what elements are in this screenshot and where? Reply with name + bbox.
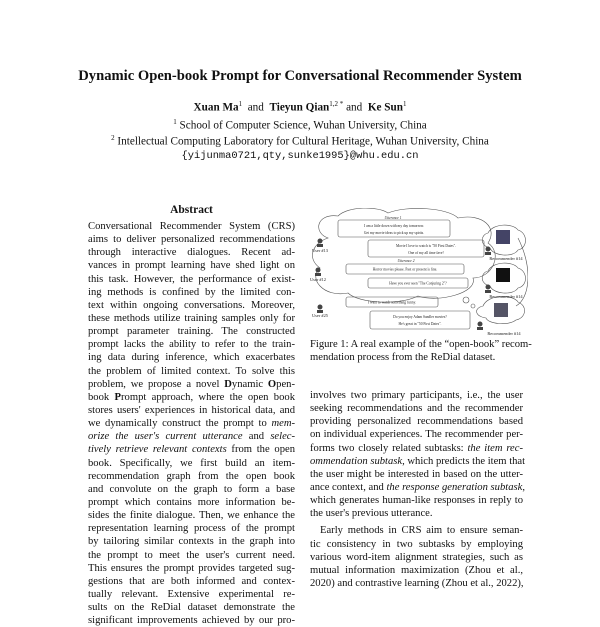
- text-line: involves two primary participants, i.e., the user: [310, 390, 523, 401]
- text-line: book. Specifically, we first build an item-: [88, 457, 295, 469]
- affil-text: School of Computer Science, Wuhan University, China: [179, 119, 427, 132]
- text-line: 2020) and contrastive learning (Zhou et al., 2022),: [310, 577, 524, 589]
- recommender-icon: [486, 247, 491, 252]
- affiliation-2: [0, 134, 600, 148]
- text-line: sides the finite dialogue. Then, we enhance the: [88, 510, 295, 522]
- movie-poster-image: [494, 303, 508, 317]
- text-line: ing methods is confined by the limited con-: [88, 286, 295, 298]
- user-icon: [317, 244, 323, 247]
- movie-poster-image: [496, 230, 510, 244]
- author-list: [0, 100, 600, 114]
- text-line: various word-item alignment strategies, such as: [310, 551, 523, 563]
- text-line: seeking recommendations and the recommender: [310, 403, 523, 415]
- text-line: book Prompt approach, where the open book: [88, 391, 295, 403]
- author-affil-mark: 1: [238, 100, 243, 108]
- affil-mark: 2: [111, 134, 115, 142]
- user-icon: [318, 239, 323, 244]
- text-line: tively retrieve relevant contexts from the open: [88, 444, 295, 456]
- recommender-utterance: Do you enjoy Adam Sandler movies?: [393, 315, 447, 319]
- thought-bubble: [463, 297, 469, 303]
- author-email: {yijunma0721,qty,sunke1995}@whu.edu.cn: [181, 150, 419, 162]
- utterance-label: Utterance 1: [384, 216, 402, 220]
- recommender-icon: [485, 290, 491, 293]
- author-sep: and: [346, 101, 363, 114]
- text-line: the user's previous utterance.: [310, 508, 433, 520]
- user-utterance: I want to watch something funny.: [367, 300, 417, 305]
- text-line: providing personalized recommendations based: [310, 416, 523, 428]
- figure-1: [308, 208, 528, 338]
- text-line: prompt parameter training. The constructed: [88, 326, 295, 338]
- text-line: forms two closely related subtasks: the item rec-: [310, 442, 523, 454]
- text-line: which generates human-like responses in reply to: [310, 495, 523, 507]
- recommender-utterance: He's great in "50 First Dates".: [398, 322, 442, 326]
- text-line: orize the user's current utterance and selec-: [88, 431, 296, 443]
- recommender-utterance: Movie I love to watch is "50 First Dates".: [396, 244, 456, 248]
- text-line: Conversational Recommender System (CRS): [88, 221, 295, 232]
- user-icon: [317, 310, 323, 313]
- text-line: This ensures the prompt provides targeted sug-: [88, 562, 295, 574]
- introduction-body: [310, 389, 526, 590]
- text-line: tually relevant. Extensive experimental re-: [88, 588, 295, 600]
- text-line: prompt which contains more information be-: [88, 496, 295, 508]
- author-name: Ke Sun: [367, 101, 403, 114]
- text-line: problem, we propose a novel Dynamic Open-: [88, 378, 295, 390]
- caption-line: Figure 1: A real example of the “open-book” recom-: [310, 339, 532, 350]
- text-line: prompt lacks the ability to refer to the train-: [88, 339, 295, 351]
- text-line: the user might be interested in based on the utter-: [310, 468, 523, 480]
- figure-caption: [310, 338, 532, 364]
- author-sep: and: [247, 101, 264, 114]
- author-name: Xuan Ma: [193, 101, 239, 114]
- recommender-icon: [477, 327, 483, 330]
- user-label: User #12: [310, 277, 326, 282]
- text-line: the problem of limited context. To solve this: [88, 365, 295, 377]
- text-line: text within ongoing conversations. Moreover,: [88, 299, 295, 311]
- movie-poster-image: [496, 268, 510, 282]
- user-icon: [316, 268, 321, 273]
- text-line: recommendation graph from the open book: [88, 470, 295, 482]
- text-line: vances in prompt learning have shed light on: [88, 260, 295, 272]
- text-line: sults on the ReDial dataset demonstrate the: [88, 602, 295, 614]
- recommender-label: Recommender #14: [489, 256, 523, 261]
- text-line: ance context, and the response generation subtask,: [310, 481, 525, 493]
- recommender-label: Recommender #14: [489, 294, 523, 299]
- text-line: Early methods in CRS aim to ensure seman-: [320, 525, 523, 537]
- user-icon: [318, 305, 323, 310]
- caption-line: mendation process from the ReDial dataset.: [310, 352, 496, 364]
- author-affil-mark: 1,2 *: [329, 100, 344, 108]
- user-icon: [315, 273, 321, 276]
- text-line: the prompt to meet the user's current need.: [88, 549, 295, 561]
- user-utterance: Get my movie ideas to pick up my spirits.: [363, 231, 425, 235]
- abstract-heading: Abstract: [170, 204, 213, 216]
- text-line: aims to deliver personalized recommendations: [88, 234, 295, 246]
- user-utterance: I am a little down with my day tomorrow.: [364, 224, 424, 228]
- text-line: these methods utilize training samples only for: [88, 312, 295, 324]
- speech-box: [370, 311, 470, 329]
- text-line: and convolute on the graph to form a base: [88, 483, 295, 495]
- recommender-utterance: One of my all time fave!: [408, 251, 444, 255]
- user-label: User #13: [312, 248, 328, 253]
- abstract-body: [88, 220, 295, 627]
- text-line: by tailoring similar contexts in the graph into: [88, 536, 295, 548]
- text-line: this task. However, the performance of exist-: [88, 273, 295, 285]
- text-line: through interactive dialogues. Recent ad-: [88, 247, 295, 259]
- recommender-icon: [486, 285, 491, 290]
- text-line: ing data during inference, which exacerbates: [88, 352, 295, 364]
- recommender-icon: [485, 252, 491, 255]
- text-line: representation learning process of the prompt: [88, 523, 295, 535]
- recommender-label: Recommender #14: [487, 331, 521, 336]
- user-label: User #25: [312, 313, 328, 318]
- text-line: gestions that are both informed and contex-: [88, 575, 295, 587]
- author-affil-mark: 1: [402, 100, 407, 108]
- text-line: significant improvements achieved by our pro-: [88, 615, 295, 627]
- text-line: on individual experiences. The recommender per-: [310, 429, 523, 441]
- text-line: stores users' experiences in historical data, and: [88, 404, 295, 416]
- affil-text: Intellectual Computing Laboratory for Cultural Heritage, Wuhan University, China: [117, 135, 489, 148]
- text-line: ommendation subtask, which predicts the item that: [310, 455, 526, 467]
- recommender-icon: [478, 322, 483, 327]
- affiliation-1: [0, 118, 600, 132]
- user-utterance: Horror movies please. Past or present is fine.: [372, 267, 438, 272]
- text-line: we dynamically construct the prompt to mem-: [88, 418, 295, 430]
- affil-mark: 1: [173, 118, 177, 126]
- recommender-utterance: Have you ever seen "The Conjuring 2"?: [389, 281, 447, 286]
- text-line: tic consistency in two subtasks by employing: [310, 538, 523, 550]
- paper-title: Dynamic Open-book Prompt for Conversational Recommender System: [78, 68, 522, 84]
- text-line: mutual information maximization (Zhou et al.,: [310, 564, 523, 576]
- thought-bubble: [471, 304, 475, 308]
- utterance-label: Utterance 2: [397, 259, 415, 263]
- author-name: Tieyun Qian: [269, 101, 330, 114]
